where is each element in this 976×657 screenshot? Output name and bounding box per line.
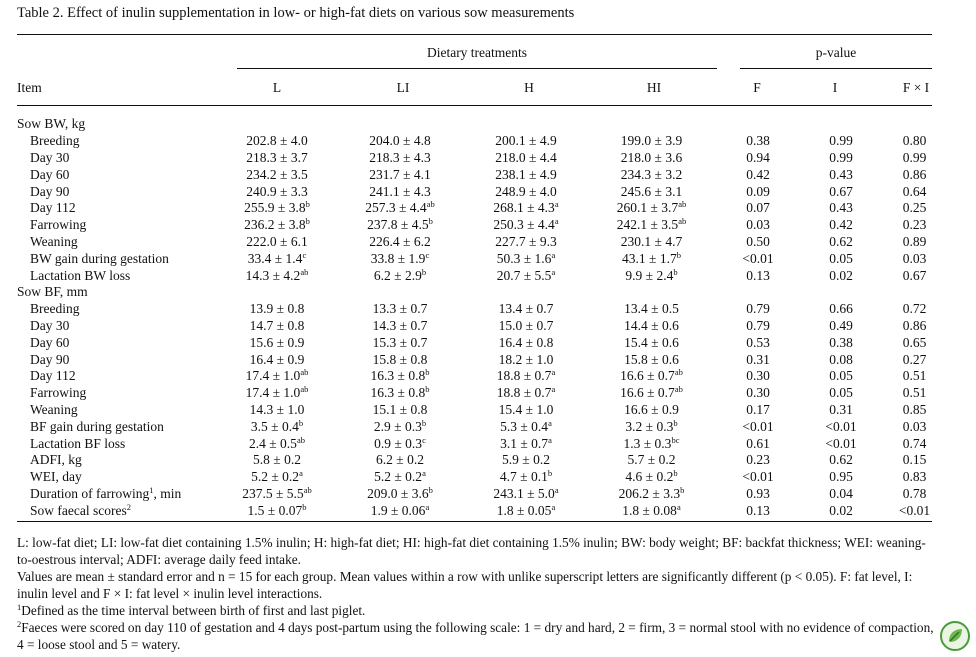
cell-li: 16.3 ± 0.8$^b$ [370,367,430,384]
table-row [17,469,949,486]
pvalue-i: 0.05 [829,385,853,401]
cell-hi: 16.6 ± 0.7$^{ab}$ [620,367,683,384]
table-row [17,435,949,452]
cell-hi: 5.7 ± 0.2 [627,452,676,468]
table-row [17,200,949,217]
cell-hi: 242.1 ± 3.5$^{ab}$ [616,216,687,233]
cell-l: 1.5 ± 0.07$^b$ [247,501,307,518]
pvalue-i: <0.01 [825,418,857,434]
cell-l: 33.4 ± 1.4$^c$ [247,249,307,266]
pvalue-f: 0.61 [746,435,770,451]
row-item-label: Day 30 [30,149,70,165]
cell-l: 14.7 ± 0.8 [249,317,305,333]
column-header-FxI: F × I [902,80,930,95]
cell-h: 15.4 ± 1.0 [498,401,554,417]
table-row [17,250,949,267]
pvalue-fxi: 0.23 [902,217,927,233]
pvalue-f: 0.23 [746,452,770,468]
pvalue-f: 0.09 [746,183,770,199]
pvalue-f: 0.42 [746,166,770,182]
pvalue-f: <0.01 [742,250,774,266]
pvalue-f: 0.17 [746,401,770,417]
cell-hi: 15.8 ± 0.6 [624,351,679,367]
pvalue-i: 0.02 [829,502,853,518]
cell-li: 0.9 ± 0.3$^c$ [374,434,426,451]
data-table [17,116,949,519]
table-row [17,150,949,167]
column-header-I: I [832,80,838,95]
pvalue-fxi: <0.01 [898,502,931,518]
pvalue-fxi: 0.67 [902,267,927,283]
treatments-rule [237,68,717,69]
cell-hi: 218.0 ± 3.6 [620,149,683,165]
pvalue-i: 0.95 [829,469,853,485]
pvalue-fxi: 0.89 [902,233,927,249]
footnote-2 [17,619,937,653]
cell-hi: 16.6 ± 0.7$^{ab}$ [620,384,683,401]
cell-li: 231.7 ± 4.1 [369,166,431,182]
pvalue-f: <0.01 [742,469,774,485]
row-item-label: Sow faecal scores$^2$ [30,501,131,518]
cell-h: 18.8 ± 0.7$^a$ [496,384,556,401]
cell-li: 14.3 ± 0.7 [372,317,428,333]
cell-h: 15.0 ± 0.7 [498,317,554,333]
pvalue-fxi: 0.86 [902,166,927,182]
pvalue-i: 0.99 [829,149,853,165]
bottom-rule [17,521,932,522]
cell-li: 2.9 ± 0.3$^b$ [373,417,427,434]
pvalue-f: 0.79 [746,317,770,333]
pvalue-f: 0.13 [746,502,770,518]
cell-l: 14.3 ± 4.2$^{ab}$ [245,266,309,283]
cell-l: 2.4 ± 0.5$^{ab}$ [249,434,305,451]
footnote-1-mark: 1 [17,602,22,612]
cell-li: 6.2 ± 2.9$^b$ [373,266,427,283]
cell-h: 250.3 ± 4.4$^a$ [493,216,559,233]
pvalue-f: 0.93 [746,485,770,501]
pvalue-fxi: 0.15 [902,452,927,468]
cell-hi: 199.0 ± 3.9 [620,133,683,149]
cell-hi: 260.1 ± 3.7$^{ab}$ [616,199,687,216]
cell-h: 13.4 ± 0.7 [498,301,554,317]
pvalue-fxi: 0.27 [902,351,927,367]
cell-l: 16.4 ± 0.9 [249,351,305,367]
pvalue-fxi: 0.65 [902,334,927,350]
cell-h: 200.1 ± 4.9 [495,133,557,149]
row-item-label: BF gain during gestation [30,418,164,434]
row-item-label: ADFI, kg [30,452,82,468]
footnotes [17,534,937,653]
pvalue-fxi: 0.25 [902,200,927,216]
table-row [17,351,949,368]
cell-l: 222.0 ± 6.1 [246,233,308,249]
footnote-1 [17,602,937,619]
cell-h: 3.1 ± 0.7$^a$ [500,434,552,451]
table-title: Table 2. Effect of inulin supplementation in low- or high-fat diets on various sow measurements [17,5,575,21]
cell-l: 14.3 ± 1.0 [249,401,305,417]
pvalue-i: 0.62 [829,233,853,249]
table-row [17,318,949,335]
pvalue-f: <0.01 [742,418,774,434]
cell-h: 18.8 ± 0.7$^a$ [496,367,556,384]
table-row [17,183,949,200]
pvalue-rule [740,68,932,69]
pvalue-i: 0.43 [829,166,853,182]
cell-hi: 245.6 ± 3.1 [620,183,683,199]
pvalue-group-header: p-value [815,45,857,60]
column-header-item: Item [17,80,42,95]
table-row [17,385,949,402]
cell-li: 241.1 ± 4.3 [369,183,431,199]
row-item-label: Weaning [30,233,78,249]
row-item-label: Lactation BW loss [30,267,131,283]
pvalue-i: <0.01 [825,435,857,451]
cell-h: 238.1 ± 4.9 [495,166,557,182]
pvalue-fxi: 0.80 [902,133,927,149]
pvalue-fxi: 0.85 [902,401,927,417]
cell-hi: 14.4 ± 0.6 [624,317,679,333]
table-row [17,267,949,284]
table-row [17,166,949,183]
cell-l: 15.6 ± 0.9 [249,334,305,350]
cell-hi: 9.9 ± 2.4$^b$ [625,266,678,283]
cell-hi: 15.4 ± 0.6 [624,334,679,350]
pvalue-fxi: 0.51 [902,368,927,384]
pvalue-i: 0.67 [829,183,853,199]
cell-li: 1.9 ± 0.06$^a$ [370,501,430,518]
pvalue-i: 0.02 [829,267,853,283]
pvalue-f: 0.53 [746,334,770,350]
cell-hi: 3.2 ± 0.3$^b$ [625,417,678,434]
pvalue-f: 0.50 [746,233,770,249]
treatments-group-header: Dietary treatments [426,45,528,60]
footnote-abbreviations: L: low-fat diet; LI: low-fat diet containing 1.5% inulin; H: high-fat diet; HI: high-fat diet containing 1.5% inulin; BW: body weight; BF: backfat thickness; WEI: weaning-to-oestrous interval; ADFI: average daily feed intake. [17,535,926,567]
cell-h: 5.9 ± 0.2 [502,452,550,468]
cell-l: 202.8 ± 4.0 [246,133,308,149]
column-header-F: F [753,80,761,95]
table-row [17,334,949,351]
cell-l: 255.9 ± 3.8$^b$ [244,199,310,216]
cell-hi: 4.6 ± 0.2$^b$ [625,468,678,485]
cell-hi: 230.1 ± 4.7 [620,233,683,249]
cell-hi: 206.2 ± 3.3$^b$ [618,484,685,501]
cell-h: 20.7 ± 5.5$^a$ [496,266,556,283]
row-item-label: Day 30 [30,317,70,333]
row-item-label: Lactation BF loss [30,435,126,451]
column-header-H: H [524,80,534,95]
column-header-HI: HI [646,80,662,95]
cell-l: 5.8 ± 0.2 [253,452,301,468]
cell-li: 209.0 ± 3.6$^b$ [367,484,433,501]
pvalue-fxi: 0.03 [902,418,927,434]
cell-li: 218.3 ± 4.3 [369,149,431,165]
table-row [17,234,949,251]
pvalue-i: 0.04 [829,485,853,501]
cell-li: 15.8 ± 0.8 [372,351,428,367]
table-row [17,418,949,435]
cell-h: 50.3 ± 1.6$^a$ [496,249,556,266]
pvalue-f: 0.30 [746,368,770,384]
cell-li: 6.2 ± 0.2 [376,452,424,468]
footnote-2-mark: 2 [17,619,22,629]
cell-li: 13.3 ± 0.7 [372,301,428,317]
cell-li: 204.0 ± 4.8 [369,133,431,149]
pvalue-fxi: 0.86 [902,317,927,333]
section-header-row [17,116,949,133]
cell-hi: 234.3 ± 3.2 [620,166,683,182]
pvalue-fxi: 0.74 [902,435,927,451]
cell-l: 17.4 ± 1.0$^{ab}$ [245,367,309,384]
cell-l: 13.9 ± 0.8 [249,301,305,317]
cell-hi: 1.8 ± 0.08$^a$ [622,501,681,518]
pvalue-i: 0.38 [829,334,853,350]
cell-l: 5.2 ± 0.2$^a$ [251,468,303,485]
table-row [17,502,949,519]
cell-h: 4.7 ± 0.1$^b$ [499,468,553,485]
cell-h: 268.1 ± 4.3$^a$ [493,199,559,216]
pvalue-i: 0.62 [829,452,853,468]
row-item-label: Day 60 [30,334,70,350]
pvalue-f: 0.79 [746,301,770,317]
cell-li: 237.8 ± 4.5$^b$ [367,216,433,233]
table-row [17,452,949,469]
column-header-L: L [272,80,282,95]
pvalue-i: 0.43 [829,200,853,216]
header-rule [17,105,932,106]
row-item-label: Day 90 [30,183,70,199]
pvalue-i: 0.05 [829,250,853,266]
cell-l: 3.5 ± 0.4$^b$ [250,417,304,434]
pvalue-i: 0.08 [829,351,853,367]
pvalue-f: 0.31 [746,351,770,367]
cell-l: 218.3 ± 3.7 [246,149,308,165]
pvalue-i: 0.05 [829,368,853,384]
pvalue-i: 0.66 [829,301,853,317]
pvalue-f: 0.03 [746,217,770,233]
cell-h: 227.7 ± 9.3 [495,233,557,249]
pvalue-fxi: 0.64 [902,183,927,199]
pvalue-i: 0.99 [829,133,853,149]
row-item-label: Duration of farrowing$^1$, min [30,484,182,501]
cell-l: 240.9 ± 3.3 [246,183,308,199]
row-item-label: Day 60 [30,166,70,182]
row-item-label: WEI, day [30,469,82,485]
row-item-label: Day 90 [30,351,70,367]
section-label: Sow BF, mm [17,284,88,300]
footnote-1-text: Defined as the time interval between birth of first and last piglet. [21,603,366,618]
row-item-label: Day 112 [30,368,76,384]
pvalue-f: 0.07 [746,200,770,216]
cell-h: 1.8 ± 0.05$^a$ [496,501,556,518]
pvalue-i: 0.49 [829,317,853,333]
table-row [17,368,949,385]
leaf-logo-icon [940,621,970,651]
row-item-label: Breeding [30,133,80,149]
table-row [17,486,949,503]
cell-hi: 1.3 ± 0.3$^{bc}$ [623,434,680,451]
pvalue-f: 0.94 [746,149,770,165]
cell-li: 33.8 ± 1.9$^c$ [370,249,430,266]
row-item-label: Farrowing [30,385,87,401]
section-header-row [17,284,949,301]
footnote-2-text: Faeces were scored on day 110 of gestation and 4 days post-partum using the following scale: 1 = dry and hard, 2 = firm, 3 = normal stool with no evidence of compaction, 4 = loose stool and 5 = watery. [17,620,934,652]
cell-h: 248.9 ± 4.0 [495,183,557,199]
footnote-values: Values are mean ± standard error and n = 15 for each group. Mean values within a row with unlike superscript letters are significantly different (p < 0.05). F: fat level, I: inulin level and F × I: fat level × inulin level interactions. [17,569,913,601]
pvalue-fxi: 0.03 [902,250,927,266]
row-item-label: Day 112 [30,200,76,216]
cell-l: 17.4 ± 1.0$^{ab}$ [245,384,309,401]
table-row [17,133,949,150]
row-item-label: Farrowing [30,217,87,233]
row-item-label: Weaning [30,401,78,417]
section-label: Sow BW, kg [17,116,86,132]
pvalue-fxi: 0.99 [902,149,927,165]
row-item-label: Breeding [30,301,80,317]
cell-li: 15.3 ± 0.7 [372,334,428,350]
cell-h: 218.0 ± 4.4 [495,149,557,165]
cell-h: 243.1 ± 5.0$^a$ [493,484,559,501]
cell-hi: 13.4 ± 0.5 [624,301,679,317]
table-row [17,217,949,234]
cell-h: 18.2 ± 1.0 [498,351,554,367]
table-row [17,402,949,419]
pvalue-f: 0.13 [746,267,770,283]
cell-l: 237.5 ± 5.5$^{ab}$ [242,484,312,501]
pvalue-f: 0.30 [746,385,770,401]
cell-l: 234.2 ± 3.5 [246,166,308,182]
pvalue-i: 0.42 [829,217,853,233]
cell-li: 5.2 ± 0.2$^a$ [374,468,426,485]
row-item-label: BW gain during gestation [30,250,169,266]
cell-li: 15.1 ± 0.8 [372,401,428,417]
cell-li: 226.4 ± 6.2 [369,233,431,249]
cell-hi: 16.6 ± 0.9 [624,401,679,417]
table-row [17,301,949,318]
top-rule [17,34,932,35]
cell-h: 16.4 ± 0.8 [498,334,554,350]
cell-li: 257.3 ± 4.4$^{ab}$ [365,199,435,216]
cell-l: 236.2 ± 3.8$^b$ [244,216,310,233]
pvalue-fxi: 0.78 [902,485,927,501]
cell-hi: 43.1 ± 1.7$^b$ [622,249,681,266]
cell-h: 5.3 ± 0.4$^a$ [500,417,552,434]
cell-li: 16.3 ± 0.8$^b$ [370,384,430,401]
pvalue-fxi: 0.51 [902,385,927,401]
pvalue-f: 0.38 [746,133,770,149]
column-header-LI: LI [396,80,410,95]
pvalue-fxi: 0.83 [902,469,927,485]
pvalue-fxi: 0.72 [902,301,927,317]
pvalue-i: 0.31 [829,401,853,417]
